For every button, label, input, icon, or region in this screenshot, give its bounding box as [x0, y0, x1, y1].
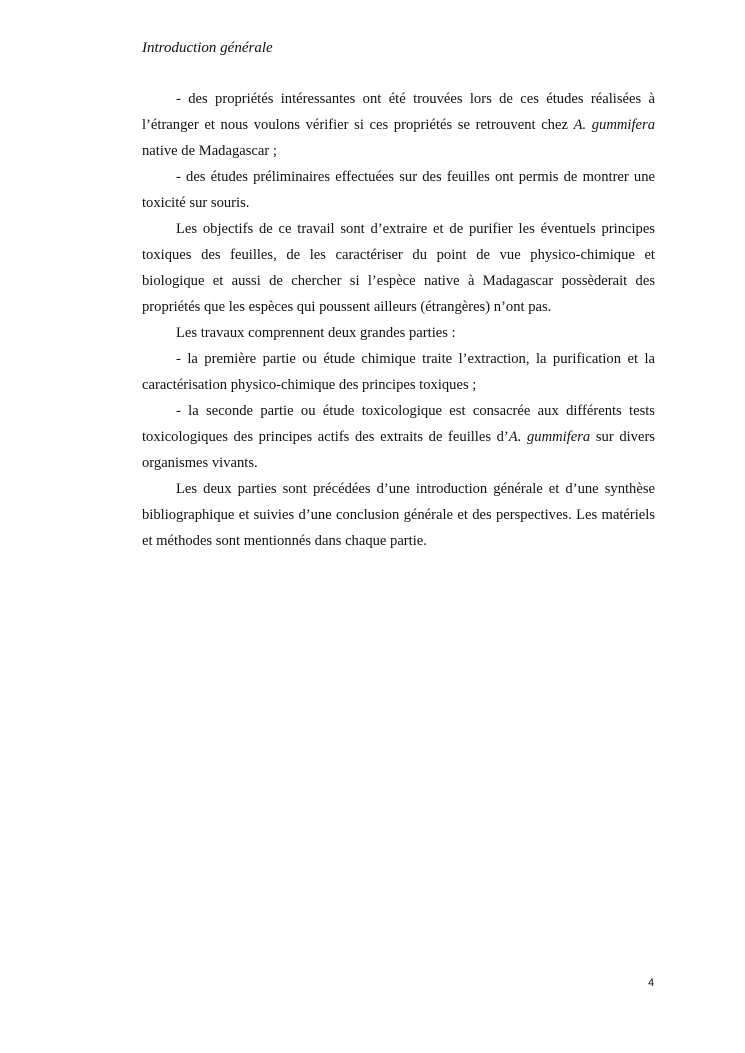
paragraph-2 [142, 164, 655, 216]
paragraph-text: - la première partie ou étude chimique traite l’extraction, la purification et la caractérisation physico-chimique des principes toxiques ; [142, 351, 655, 393]
species-name: A. gummifera [573, 117, 655, 133]
paragraph-text: sur divers organismes vivants. [142, 429, 655, 471]
paragraph-1 [142, 86, 655, 164]
paragraph-6 [142, 398, 655, 476]
page-number: 4 [648, 977, 655, 989]
running-header: Introduction générale [142, 40, 273, 56]
paragraph-text: - des études préliminaires effectuées sur des feuilles ont permis de montrer une toxicité sur souris. [142, 169, 655, 211]
paragraph-text: Les travaux comprennent deux grandes parties : [176, 325, 456, 341]
species-name: A. gummifera [508, 429, 591, 445]
paragraph-7 [142, 476, 655, 554]
paragraph-text: native de Madagascar ; [142, 143, 277, 159]
paragraph-text: - la seconde partie ou étude toxicologique est consacrée aux différents tests toxicologiques des principes actifs des extraits de feuilles d’ [142, 403, 655, 445]
paragraph-text: Les deux parties sont précédées d’une introduction générale et d’une synthèse bibliographique et suivies d’une conclusion générale et des perspectives. Les matériels et méthodes sont mentionnés dans chaque partie. [142, 481, 655, 549]
paragraph-text: - des propriétés intéressantes ont été trouvées lors de ces études réalisées à l’étranger et nous voulons vérifier si ces propriétés se retrouvent chez [142, 91, 655, 133]
body-text [142, 86, 655, 554]
paragraph-3 [142, 216, 655, 320]
paragraph-4 [142, 320, 655, 346]
paragraph-5 [142, 346, 655, 398]
paragraph-text: Les objectifs de ce travail sont d’extraire et de purifier les éventuels principes toxiques des feuilles, de les caractériser du point de vue physico-chimique et biologique et aussi de chercher si l’espèce native à Madagascar possèderait des propriétés que les espèces qui poussent ailleurs (étrangères) n’ont pas. [142, 221, 655, 315]
